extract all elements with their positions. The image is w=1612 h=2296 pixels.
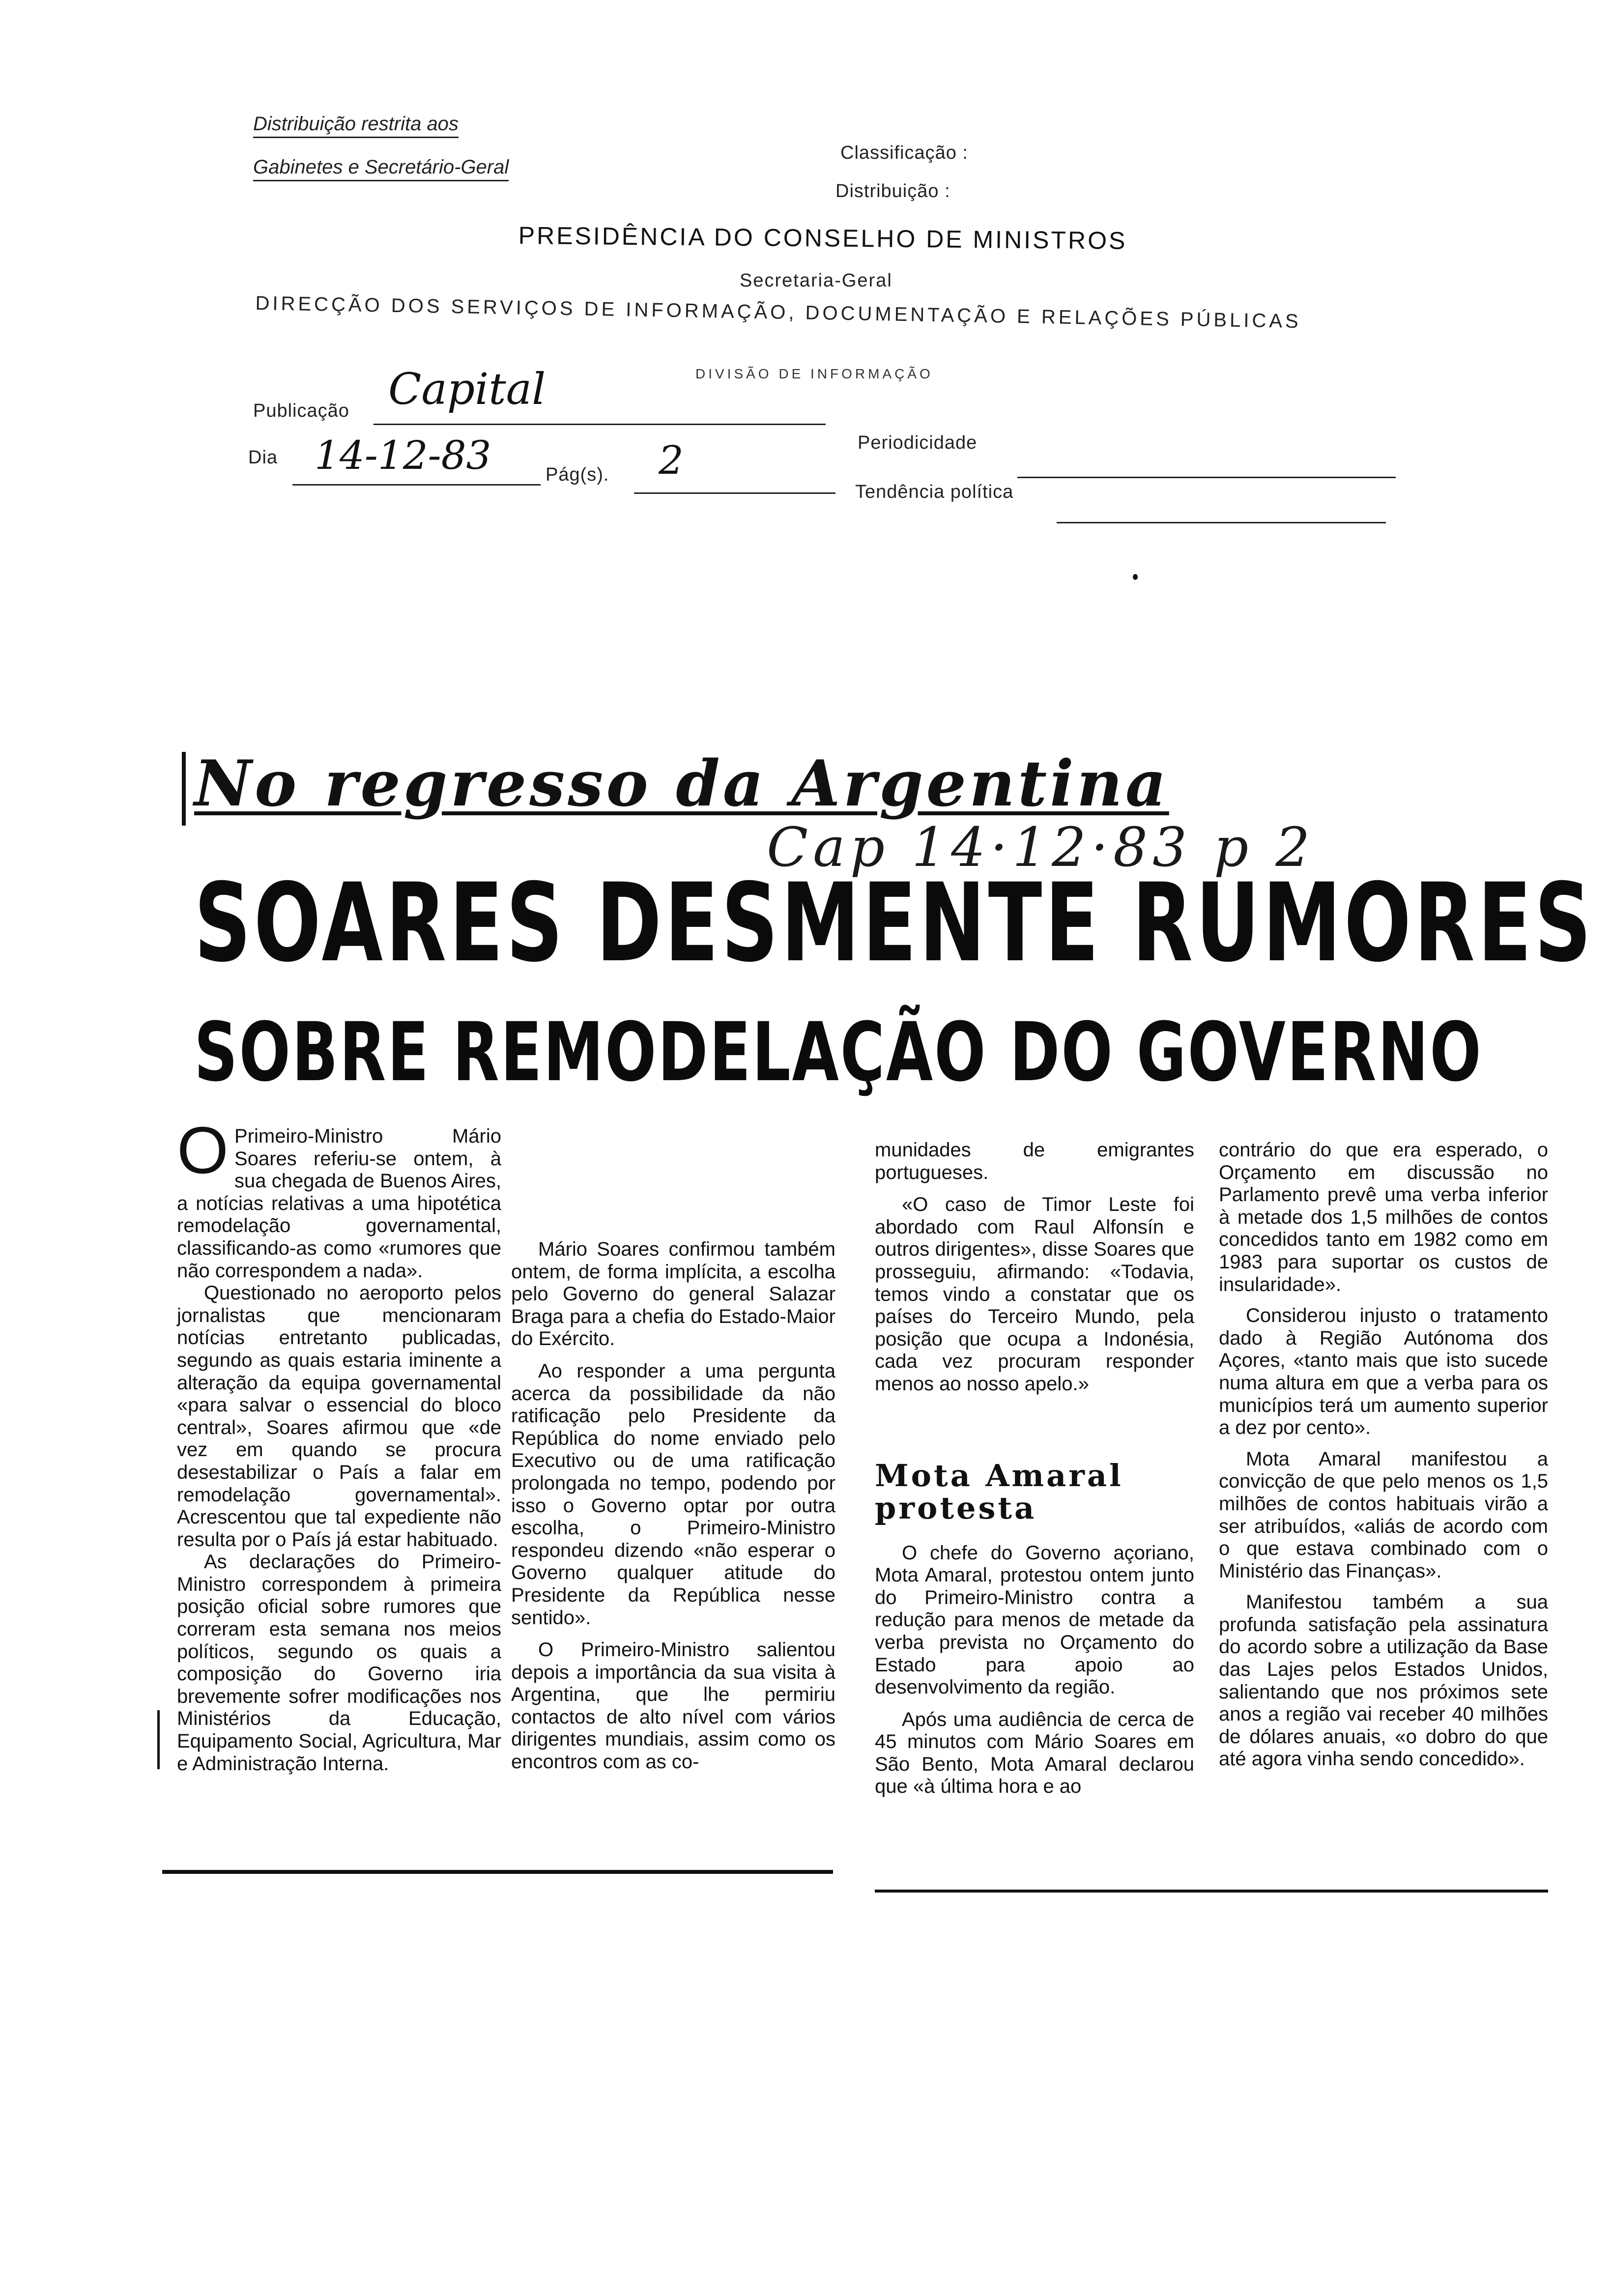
header-secretaria: Secretaria-Geral <box>740 270 892 291</box>
publicacao-label: Publicação <box>253 401 349 421</box>
dia-label: Dia <box>248 447 278 468</box>
paragraph: «O caso de Timor Leste foi abordado com Raul Alfonsín e outros dirigentes», disse Soares que prosseguiu, afirmando: «Todavia, temos vindo a constatar que os países do Terceiro Mundo, pela posição que ocupa a Indonésia, cada vez procuram responder menos ao nosso apelo.» <box>875 1194 1194 1395</box>
paragraph: Ao responder a uma pergunta acerca da possibilidade da não ratificação pelo Presidente da República do nome enviado pelo Executivo ou de uma ratificação prolongada no tempo, podendo por isso o Governo optar por outra escolha, o Primeiro-Ministro respondeu dizendo «não esperar o Governo qualquer atitude do Presidente da República nesse sentido». <box>511 1360 835 1629</box>
distribuicao-label: Distribuição : <box>835 181 950 201</box>
paragraph: Manifestou também a sua profunda satisfação pela assinatura do acordo sobre a utilização da Base das Lajes pelos Estados Unidos, salientando que nos próximos sete anos a região vai receber 40 milhões de dólares anuais, «o dobro do que até agora vinha sendo concedido». <box>1219 1591 1548 1770</box>
handwritten-date-note: Cap 14·12·83 p 2 <box>767 816 1315 879</box>
speck <box>1133 574 1138 580</box>
paragraph: As declarações do Primeiro-Ministro correspondem à primeira posição oficial sobre rumores que correram esta semana nos meios políticos, segundo os quais a composição do Governo iria brevemente sofrer modificações nos Ministérios da Educação, Equipamento Social, Agricultura, Mar e Administração Interna. <box>177 1551 501 1775</box>
classificacao-label: Classificação : <box>840 143 968 163</box>
periodicidade-label: Periodicidade <box>858 432 978 453</box>
distribution-note-line2: Gabinetes e Secretário-Geral <box>253 156 509 178</box>
headline-line2: SOBRE REMODELAÇÃO DO GOVERNO <box>194 1005 1483 1099</box>
paragraph: Questionado no aeroporto pelos jornalistas que mencionaram notícias entretanto publicadas, segundo as quais estaria iminente a alteração da equipa governamental «para salvar o essencial do bloco central», Soares afirmou que «de vez em quando se procura desestabilizar o País a falar em remodelação governamental». Acrescentou que tal expediente não resulta por o País já estar habituado. <box>177 1282 501 1550</box>
article-column-2 <box>511 1238 835 1774</box>
paragraph: Após uma audiência de cerca de 45 minutos com Mário Soares em São Bento, Mota Amaral declarou que «à última hora e ao <box>875 1708 1194 1798</box>
dia-value: 14-12-83 <box>315 432 491 478</box>
kicker-margin-bar <box>182 752 186 826</box>
drop-cap: O <box>177 1113 229 1187</box>
pags-label: Pág(s). <box>546 464 609 485</box>
tendencia-label: Tendência política <box>855 482 1014 502</box>
paragraph: O Primeiro-Ministro salientou depois a importância da sua visita à Argentina, que lhe permiriu contactos de alto nível com vários dirigentes mundiais, assim como os encontros com as co- <box>511 1639 835 1773</box>
column-bottom-rule <box>162 1870 833 1874</box>
article-column-3 <box>875 1139 1194 1798</box>
paragraph: munidades de emigrantes portugueses. <box>875 1139 1194 1183</box>
article-column-1 <box>177 1113 501 1775</box>
article-column-4 <box>1219 1139 1548 1771</box>
paragraph: O Primeiro-Ministro Mário Soares referiu-se ontem, à sua chegada de Buenos Aires, a notícias relativas a uma hipotética remodelação governamental, classificando-as como «rumores que não correspondem a nada». <box>177 1113 501 1282</box>
paragraph: O chefe do Governo açoriano, Mota Amaral, protestou ontem junto do Primeiro-Ministro contra a redução para menos de metade da verba prevista no Orçamento do Estado para apoio ao desenvolvimento da região. <box>875 1542 1194 1698</box>
paragraph: Mário Soares confirmou também ontem, de forma implícita, a escolha pelo Governo do general Salazar Braga para a chefia do Estado-Maior do Exército. <box>511 1238 835 1350</box>
margin-mark <box>157 1710 160 1769</box>
header-divisao: DIVISÃO DE INFORMAÇÃO <box>695 366 933 381</box>
subheading: Mota Amaral protesta <box>875 1457 1123 1526</box>
pags-value: 2 <box>659 437 684 483</box>
distribution-note-line1: Distribuição restrita aos <box>253 113 459 135</box>
headline-line1: SOARES DESMENTE RUMORES <box>194 860 1594 986</box>
header-presidencia: PRESIDÊNCIA DO CONSELHO DE MINISTROS <box>518 221 1127 255</box>
column-bottom-rule <box>875 1890 1548 1893</box>
publicacao-value: Capital <box>388 364 546 414</box>
paragraph: Mota Amaral manifestou a convicção de que pelo menos os 1,5 milhões de contos habituais virão a ser atribuídos, «aliás de acordo com o que estava combinado com o Ministério das Finanças». <box>1219 1448 1548 1582</box>
header-direccao: DIRECÇÃO DOS SERVIÇOS DE INFORMAÇÃO, DOCUMENTAÇÃO E RELAÇÕES PÚBLICAS <box>255 292 1302 333</box>
article-kicker: No regresso da Argentina <box>194 747 1169 821</box>
paragraph: contrário do que era esperado, o Orçamento em discussão no Parlamento prevê uma verba inferior à metade dos 1,5 milhões de contos concedidos tanto em 1982 como em 1983 para suportar os custos de insularidade». <box>1219 1139 1548 1295</box>
paragraph: Considerou injusto o tratamento dado à Região Autónoma dos Açores, «tanto mais que isto sucede numa altura em que a verba para os municípios terá um aumento superior a dez por cento». <box>1219 1305 1548 1439</box>
